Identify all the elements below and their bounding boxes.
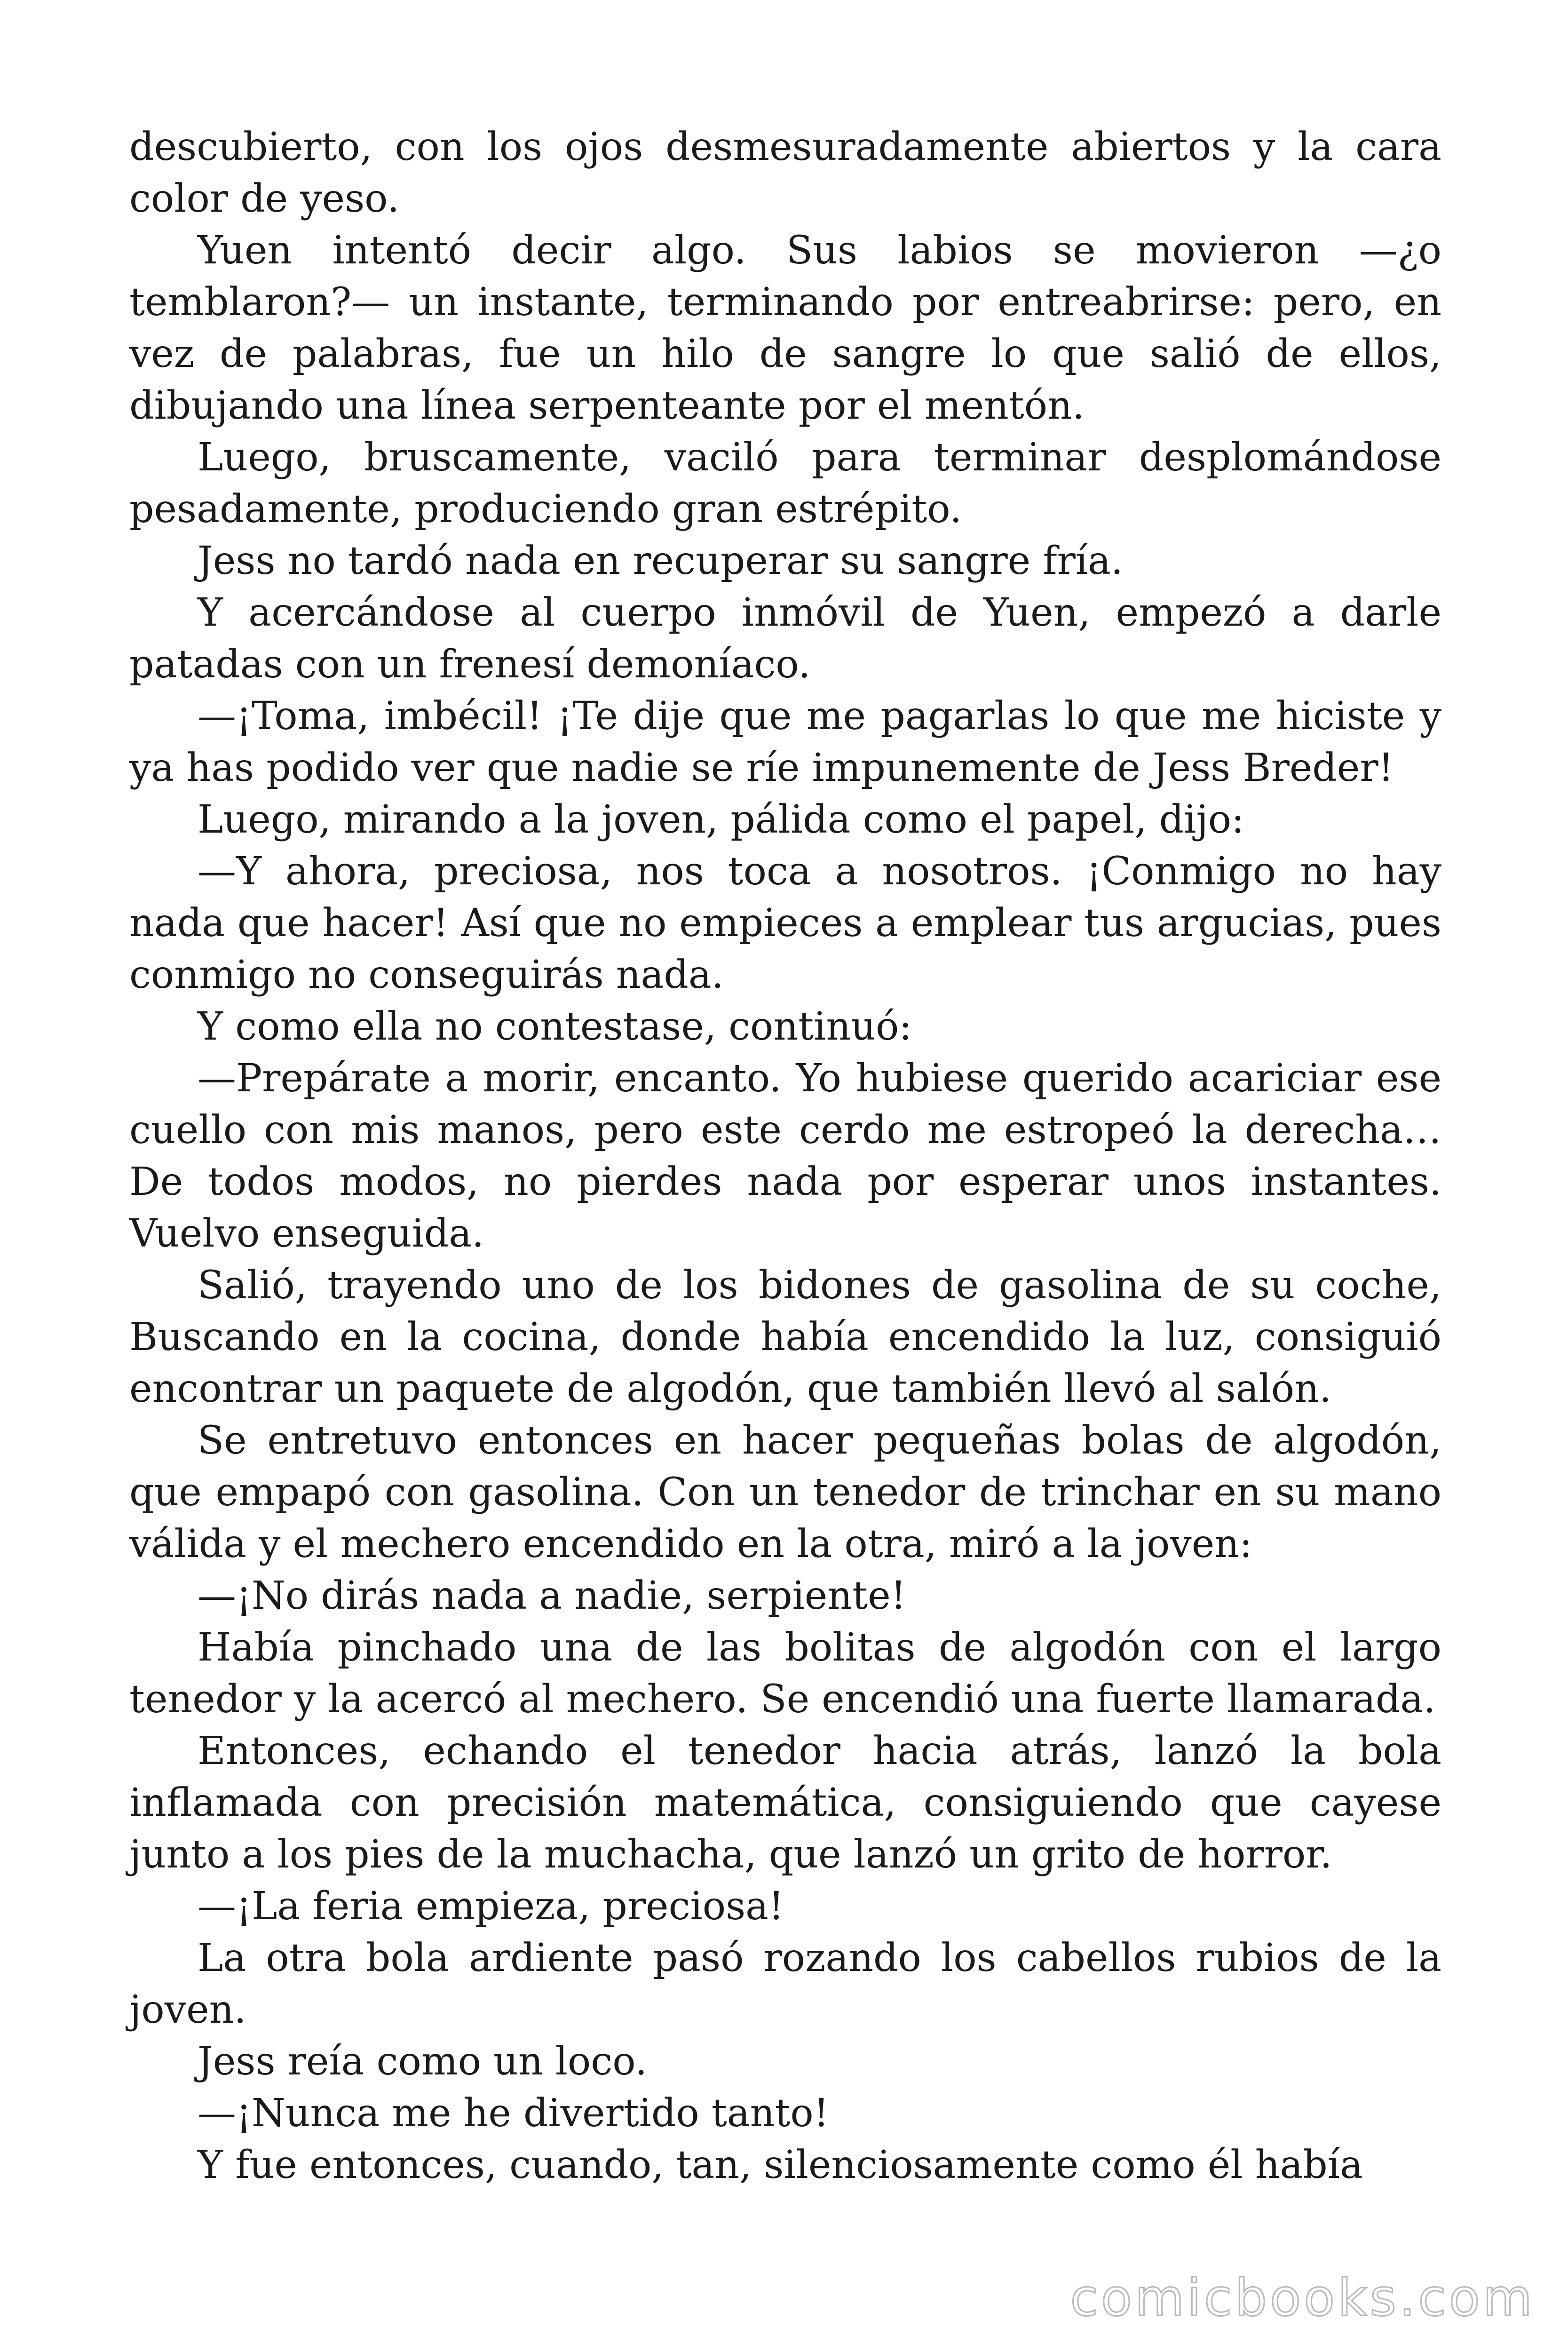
paragraph: Yuen intentó decir algo. Sus labios se movieron —¿o temblaron?— un instante, terminando por entreabrirse: pero, en vez de palabras, fue un hilo de sangre lo que salió de ellos, dibujando una línea serpenteante por el mentón. bbox=[129, 228, 1441, 428]
paragraph: Luego, bruscamente, vaciló para terminar desplomándose pesadamente, produciendo gran estrépito. bbox=[129, 435, 1441, 532]
paragraph: —¡No dirás nada a nadie, serpiente! bbox=[198, 1573, 906, 1618]
paragraph: Jess no tardó nada en recuperar su sangre fría. bbox=[198, 539, 1123, 583]
paragraph: Y acercándose al cuerpo inmóvil de Yuen, empezó a darle patadas con un frenesí demoníaco. bbox=[129, 590, 1441, 687]
paragraph: descubierto, con los ojos desmesuradamente abiertos y la cara color de yeso. bbox=[129, 125, 1441, 221]
paragraph: —¡La feria empieza, preciosa! bbox=[198, 1884, 784, 1929]
paragraph: Entonces, echando el tenedor hacia atrás, lanzó la bola inflamada con precisión matemática, consiguiendo que cayese junto a los pies de la muchacha, que lanzó un grito de horror. bbox=[129, 1729, 1441, 1877]
paragraph: Se entretuvo entonces en hacer pequeñas bolas de algodón, que empapó con gasolina. Con un tenedor de trinchar en su mano válida y el mechero encendido en la otra, miró a la joven: bbox=[129, 1418, 1441, 1566]
paragraph: Había pinchado una de las bolitas de algodón con el largo tenedor y la acercó al mechero. Se encendió una fuerte llamarada. bbox=[129, 1625, 1441, 1722]
paragraph: —Prepárate a morir, encanto. Yo hubiese querido acariciar ese cuello con mis manos, pero este cerdo me estropeó la derecha… De todos modos, no pierdes nada por esperar unos instantes. Vuelvo enseguida. bbox=[129, 1056, 1441, 1256]
paragraph: Luego, mirando a la joven, pálida como el papel, dijo: bbox=[198, 797, 1244, 842]
paragraph: —¡Nunca me he divertido tanto! bbox=[198, 2091, 829, 2136]
paragraph: Salió, trayendo uno de los bidones de gasolina de su coche, Buscando en la cocina, donde había encendido la luz, consiguió encontrar un paquete de algodón, que también llevó al salón. bbox=[129, 1263, 1441, 1411]
paragraph: Y como ella no contestase, continuó: bbox=[198, 1004, 912, 1049]
paragraph: Jess reía como un loco. bbox=[198, 2039, 648, 2084]
paragraph: La otra bola ardiente pasó rozando los cabellos rubios de la joven. bbox=[129, 1936, 1441, 2032]
paragraph: —Y ahora, preciosa, nos toca a nosotros. ¡Conmigo no hay nada que hacer! Así que no empieces a emplear tus argucias, pues conmigo no conseguirás nada. bbox=[129, 849, 1441, 997]
page-body-text bbox=[129, 121, 1441, 2191]
watermark-logo: comicbooks.com bbox=[1070, 2269, 1535, 2328]
paragraph: Y fue entonces, cuando, tan, silenciosamente como él había bbox=[198, 2143, 1363, 2187]
paragraph: —¡Toma, imbécil! ¡Te dije que me pagarlas lo que me hiciste y ya has podido ver que nadie se ríe impunemente de Jess Breder! bbox=[129, 694, 1441, 790]
